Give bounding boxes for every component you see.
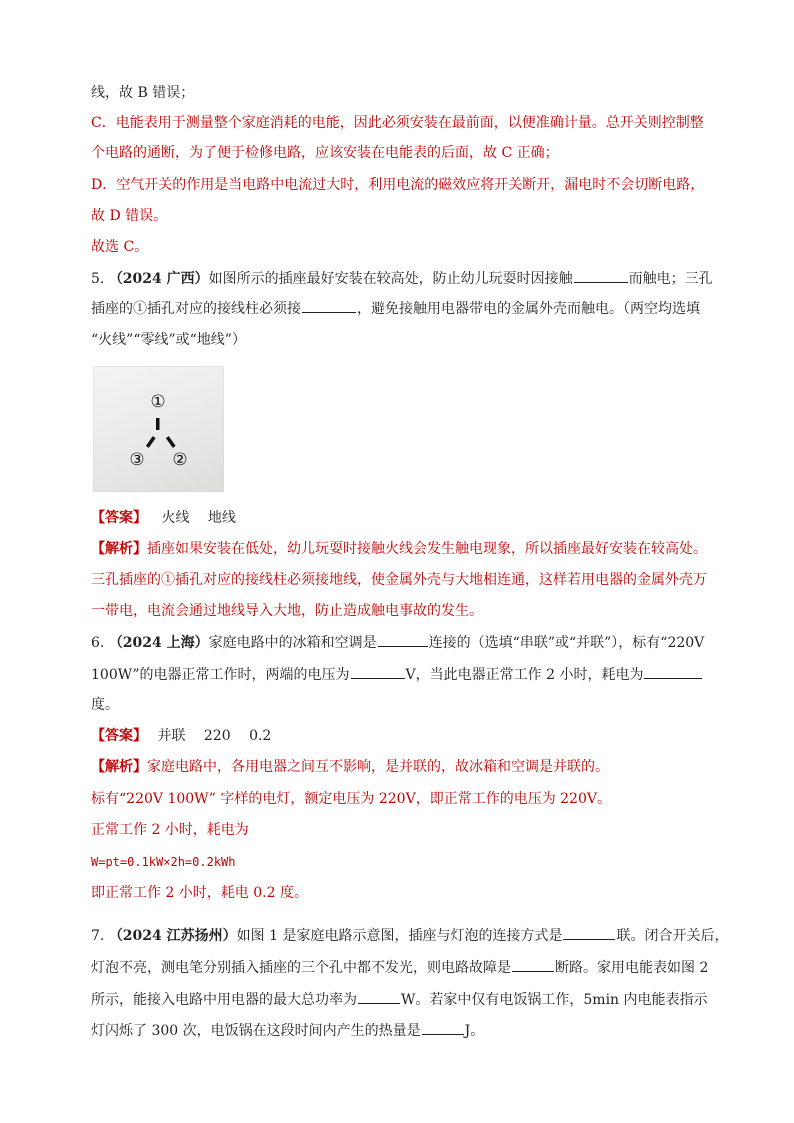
analysis-label: 【解析】 — [91, 541, 147, 557]
answer-blank[interactable] — [378, 632, 428, 647]
q5-analysis-1 — [91, 539, 707, 559]
question-text: W。若家中仅有电饭锅工作，5min 内电能表指示 — [401, 992, 708, 1008]
q6-answer — [91, 726, 271, 746]
answer-text: 并联 220 0.2 — [157, 728, 272, 744]
answer-blank[interactable] — [574, 268, 628, 283]
question-text: 而触电；三孔 — [628, 271, 713, 287]
q6-analysis-1 — [91, 757, 609, 777]
question-text: 插座的①插孔对应的接线柱必须接 — [91, 301, 301, 317]
q5-line-2 — [91, 298, 700, 319]
answer-blank[interactable] — [422, 1020, 464, 1035]
question-source: （2024 上海） — [108, 635, 209, 651]
text-line: 故 D 错误。 — [91, 208, 168, 224]
question-text: 断路。家用电能表如图 2 — [555, 960, 709, 976]
socket-label-3: ③ — [129, 450, 145, 470]
question-text: V，当此电器正常工作 2 小时，耗电为 — [405, 667, 644, 683]
q7-line-2 — [91, 957, 708, 978]
answer-blank[interactable] — [644, 664, 702, 679]
analysis-text: 插座如果安装在低处，幼儿玩耍时接触火线会发生触电现象，所以插座最好安装在较高处。 — [147, 541, 707, 557]
text-line: 个电路的通断，为了便于检修电路，应该安装在电能表的后面，故 C 正确； — [91, 145, 559, 161]
analysis-label: 【解析】 — [91, 759, 147, 775]
question-number: 6. — [91, 635, 105, 651]
q5-analysis-2: 三孔插座的①插孔对应的接线柱必须接地线，使金属外壳与大地相连通，这样若用电器的金属外壳万 — [91, 572, 707, 588]
socket-label-1: ① — [150, 392, 166, 412]
text-line: 线，故 B 错误； — [91, 85, 195, 101]
q5-line-1 — [91, 268, 713, 289]
text-line: C．电能表用于测量整个家庭消耗的电能，因此必须安装在最前面，以便准确计量。总开关则控制整 — [91, 115, 704, 131]
q6-analysis-3: 正常工作 2 小时，耗电为 — [91, 822, 249, 838]
question-text: 如图 1 是家庭电路示意图，插座与灯泡的连接方式是 — [236, 928, 563, 944]
question-text: J。 — [464, 1023, 485, 1039]
q5-answer — [91, 508, 236, 528]
socket-label-2: ② — [172, 450, 188, 470]
question-text: 灯泡不亮，测电笔分别插入插座的三个孔中都不发光，则电路故障是 — [91, 960, 511, 976]
answer-label: 【答案】 — [91, 728, 147, 744]
question-text: 如图所示的插座最好安装在较高处，防止幼儿玩耍时因接触 — [208, 271, 573, 287]
answer-label: 【答案】 — [91, 510, 147, 526]
text-line: D．空气开关的作用是当电路中电流过大时，利用电流的磁效应将开关断开，漏电时不会切断电路， — [91, 177, 705, 193]
question-text: 灯闪烁了 300 次，电饭锅在这段时间内产生的热量是 — [91, 1023, 421, 1039]
answer-blank[interactable] — [351, 664, 405, 679]
answer-blank[interactable] — [302, 298, 356, 313]
question-number: 5. — [91, 271, 105, 287]
q6-analysis-4: 即正常工作 2 小时，耗电 0.2 度。 — [91, 885, 308, 901]
question-text: 连接的（选填“串联”或“并联”），标有“220V — [428, 635, 705, 651]
question-source: （2024 江苏扬州） — [108, 928, 237, 944]
question-text: 家庭电路中的冰箱和空调是 — [208, 635, 377, 651]
question-text: ，避免接触用电器带电的金属外壳而触电。（两空均选填 — [357, 301, 700, 317]
q5-analysis-3: 一带电，电流会通过地线导入大地，防止造成触电事故的发生。 — [91, 603, 483, 619]
question-source: （2024 广西） — [108, 271, 209, 287]
q6-analysis-2: 标有“220V 100W” 字样的电灯，额定电压为 220V，即正常工作的电压为 220V。 — [91, 791, 611, 807]
q5-line-3: “火线”“零线”或“地线”） — [91, 332, 246, 348]
answer-blank[interactable] — [512, 957, 554, 972]
q6-formula: W=pt=0.1kW×2h=0.2kWh — [91, 855, 236, 869]
question-text: 所示，能接入电路中用电器的最大总功率为 — [91, 992, 357, 1008]
text-line: 故选 C。 — [91, 239, 149, 255]
analysis-text: 家庭电路中，各用电器之间互不影响，是并联的，故冰箱和空调是并联的。 — [147, 759, 609, 775]
q7-line-4 — [91, 1020, 484, 1041]
answer-text: 火线 地线 — [161, 510, 236, 526]
answer-blank[interactable] — [563, 925, 615, 940]
q6-line-2 — [91, 664, 703, 685]
question-number: 7. — [91, 928, 105, 944]
question-text: 联。闭合开关后， — [616, 928, 729, 944]
q6-line-3: 度。 — [91, 697, 119, 713]
q6-line-1 — [91, 632, 704, 653]
q7-line-1 — [91, 925, 728, 946]
question-text: 100W”的电器正常工作时，两端的电压为 — [91, 667, 350, 683]
answer-blank[interactable] — [358, 989, 400, 1004]
three-pin-socket-image — [93, 366, 224, 492]
q7-line-3 — [91, 989, 708, 1010]
